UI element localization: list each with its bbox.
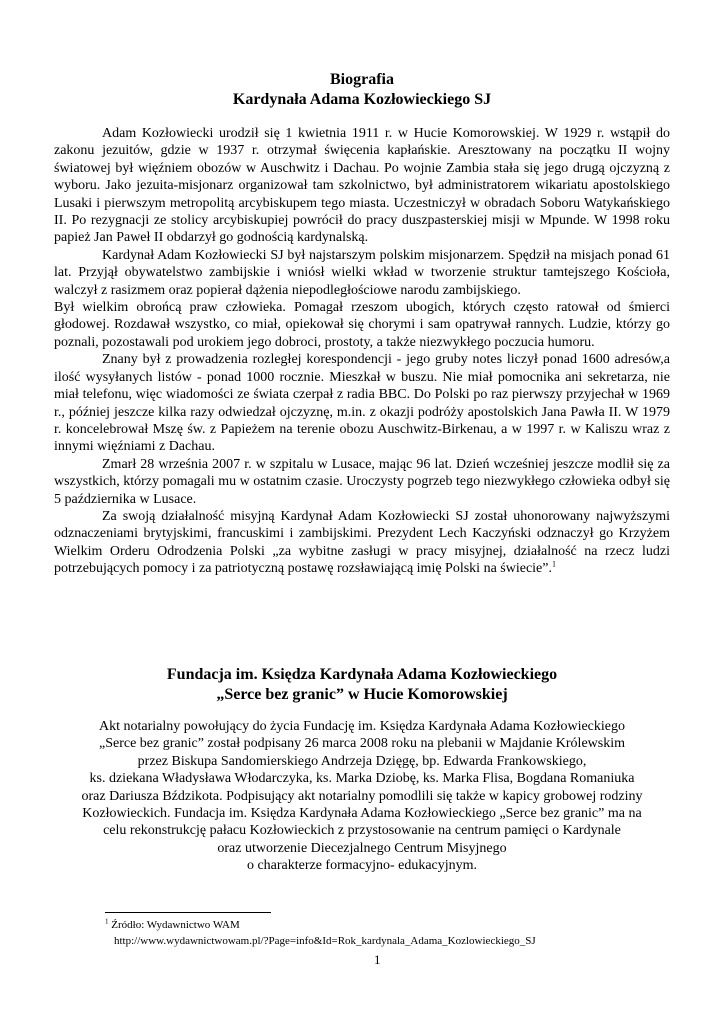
biography-title: Biografia <box>330 71 394 88</box>
foundation-line: oraz utworzenie Diecezjalnego Centrum Misyjnego <box>217 840 507 856</box>
footnote-source: Źródło: Wydawnictwo WAM <box>111 919 240 931</box>
foundation-line: ks. dziekana Władysława Włodarczyka, ks. Marka Dziobę, ks. Marka Flisa, Bogdana Romaniuka <box>89 771 635 787</box>
footnote-url[interactable]: http://www.wydawnictwowam.pl/?Page=info&Id=Rok_kardynala_Adama_Kozlowieckiego_SJ <box>114 935 536 947</box>
foundation-line: Akt notarialny powołujący do życia Fundację im. Księdza Kardynała Adama Kozłowieckiego <box>99 719 625 734</box>
biography-paragraph-6-text: Za swoją działalność misyjną Kardynał Adam Kozłowiecki SJ został uhonorowany najwyższymi odznaczeniami brytyjskimi, francuskimi i zambijskimi. Prezydent Lech Kaczyński odznaczył go Krzyżem Wielkim Orderu Odrodzenia Polski „za wybitne zasługi w pracy misyjnej, działalność na rzecz ludzi potrzebujących pomocy i za patriotyczną postawę rozsławiającą imię Polski na świecie”. <box>54 508 670 577</box>
foundation-line: przez Biskupa Sandomierskiego Andrzeja Dzięgę, bp. Edwarda Frankowskiego, <box>137 753 587 769</box>
biography-paragraph-6 <box>54 508 670 578</box>
footnote-reference[interactable]: 1 <box>551 559 556 569</box>
page-number: 1 <box>374 952 381 967</box>
biography-paragraph-4: Znany był z prowadzenia rozległej korespondencji - jego gruby notes liczył ponad 1600 adresów,a ilość wysyłanych listów - ponad 1000 rocznie. Mieszkał w buszu. Nie miał pomocnika ani sekretarza, nie miał telefonu, więc wiadomości ze świata czerpał z radia BBC. Do Polski po raz pierwszy przyjechał w 1969 r., później jeszcze kilka razy odwiedzał ojczyznę, m.in. z okazji podróży apostolskich Jana Pawła II. W 1979 r. koncelebrował Mszę św. z Papieżem na terenie obozu Auschwitz-Birkenau, a w 1997 r. w Kaliszu wraz z innymi więźniami z Dachau. <box>54 352 670 455</box>
foundation-line: oraz Dariusza Bździkota. Podpisujący akt notarialny pomodlili się także w kapicy grobowej rodziny <box>81 788 643 804</box>
footnote-divider <box>105 912 271 913</box>
biography-paragraph-1: Adam Kozłowiecki urodził się 1 kwietnia 1911 r. w Hucie Komorowskiej. W 1929 r. wstąpił do zakonu jezuitów, gdzie w 1937 r. otrzymał święcenia kapłańskie. Aresztowany na początku II wojny światowej był więźniem obozów w Auschwitz i Dachau. Po wojnie Zambia stała się jego drugą ojczyzną z wyboru. Jako jezuita-misjonarz organizował tam szkolnictwo, był administratorem wikariatu apostolskiego Lusaki i pierwszym metropolitą arcybiskupem tego miasta. Uczestniczył w obradach Soboru Watykańskiego II. Po rezygnacji ze stolicy arcybiskupiej powrócił do pracy duszpasterskiej misji w Mpunde. W 1998 roku papież Jan Paweł II obdarzył go godnością kardynalską. <box>54 126 670 246</box>
biography-body <box>54 125 670 578</box>
foundation-line: o charakterze formacyjno- edukacyjnym. <box>246 858 478 874</box>
foundation-subheading: „Serce bez granic” w Hucie Komorowskiej <box>216 686 508 703</box>
footnote-number: 1 <box>105 917 109 926</box>
foundation-heading: Fundacja im. Księdza Kardynała Adama Kozłowieckiego <box>166 666 558 683</box>
footnote <box>105 917 536 949</box>
foundation-body <box>54 718 670 875</box>
footnote-source-line <box>105 917 536 933</box>
foundation-line: „Serce bez granic” został podpisany 26 marca 2008 roku na plebanii w Majdanie Królewskim <box>99 736 625 752</box>
biography-paragraph-2: Kardynał Adam Kozłowiecki SJ był najstarszym polskim misjonarzem. Spędził na misjach ponad 61 lat. Przyjął obywatelstwo zambijskie i wniósł wielki wkład w tworzenie struktur tamtejszego Kościoła, walczył z rasizmem oraz popierał dążenia niepodległościowe narodu zambijskiego. <box>54 247 670 298</box>
foundation-line: Kozłowieckich. Fundacja im. Księdza Kardynała Adama Kozłowieckiego „Serce bez granic” ma na <box>82 806 642 822</box>
foundation-line: celu rekonstrukcję pałacu Kozłowieckich z przystosowanie na centrum pamięci o Kardynale <box>103 823 621 839</box>
biography-paragraph-3: Był wielkim obrońcą praw człowieka. Pomagał rzeszom ubogich, których często ratował od śmierci głodowej. Rozdawał wszystko, co miał, opiekował się chorymi i sam opatrywał rannych. Ludzie, którzy go poznali, pozostawali pod urokiem jego dobroci, prostoty, a także niezwykłego poczucia humoru. <box>54 300 670 350</box>
biography-paragraph-5: Zmarł 28 września 2007 r. w szpitalu w Lusace, mając 96 lat. Dzień wcześniej jeszcze modlił się za wszystkich, którzy pomagali mu w ostatnim czasie. Uroczysty pogrzeb tego niezwykłego człowieka odbył się 5 października w Lusace. <box>54 456 670 507</box>
biography-subtitle: Kardynała Adama Kozłowieckiego SJ <box>232 91 492 108</box>
